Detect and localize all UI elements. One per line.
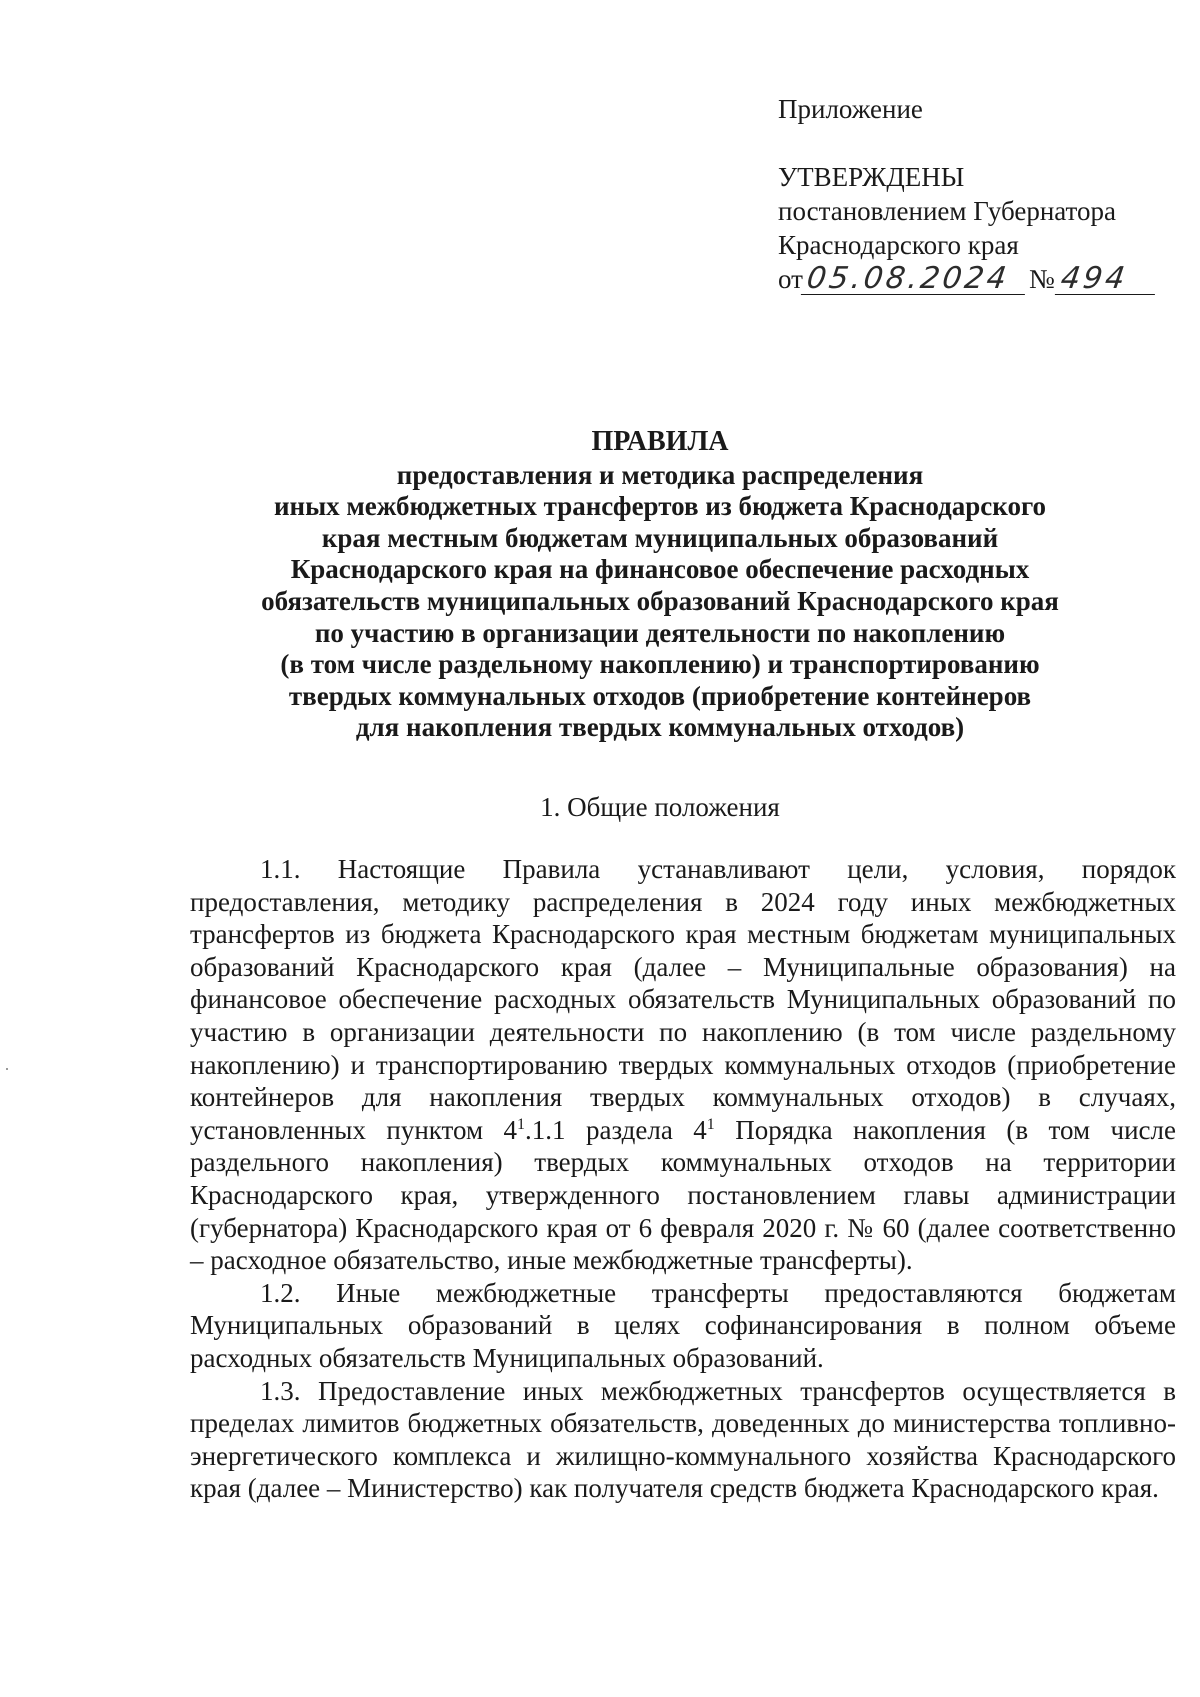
region-label: Краснодарского края [778, 230, 1019, 260]
title-line: (в том числе раздельному накоплению) и транспортированию [280, 649, 1040, 680]
paragraph-1-1-part-b: .1.1 раздела 4 [525, 1114, 707, 1145]
number-sign: № [1028, 264, 1055, 294]
title-line: Краснодарского края на финансовое обеспечение расходных [290, 554, 1030, 585]
scan-speck [6, 1068, 8, 1070]
title-line: твердых коммунальных отходов (приобретение контейнеров [288, 680, 1032, 711]
handwritten-date: 05.08.2024 [801, 264, 1029, 295]
title-line: для накопления твердых коммунальных отходов) [355, 712, 965, 743]
title-line: по участию в организации деятельности по накоплению [314, 617, 1006, 648]
title-main: ПРАВИЛА [591, 426, 729, 457]
title-line: края местным бюджетам муниципальных образований [321, 522, 999, 553]
title-line: обязательств муниципальных образований Краснодарского края [261, 585, 1059, 616]
date-number-line [778, 262, 1158, 296]
superscript: 1 [517, 1115, 526, 1133]
title-line: предоставления и методика распределения [396, 459, 924, 490]
approved-label: УТВЕРЖДЕНЫ [778, 162, 965, 192]
paragraph-1-3: 1.3. Предоставление иных межбюджетных трансфертов осуществляется в пределах лимитов бюджетных обязательств, доведенных до министерства топливно-энергетического комплекса и жилищно-коммунального хозяйства Краснодарского края (далее – Министерство) как получателя средств бюджета Краснодарского края. [190, 1375, 1176, 1504]
title-line: иных межбюджетных трансфертов из бюджета Краснодарского [273, 491, 1047, 522]
superscript: 1 [706, 1115, 715, 1133]
document-body [190, 853, 1176, 1505]
appendix-label: Приложение [778, 94, 923, 124]
paragraph-1-1-part-c: Порядка накопления (в том числе раздельного накопления) твердых коммунальных отходов на территории Краснодарского края, утвержденного постановлением главы администрации (губернатора) Краснодарского края от 6 февраля 2020 г. № 60 (далее соответственно – расходное обязательство, иные межбюджетные трансферты). [190, 1114, 1176, 1276]
approval-spacer [778, 126, 1158, 160]
from-label: от [778, 264, 803, 294]
handwritten-number: 494 [1055, 264, 1159, 295]
document-title [160, 426, 1160, 744]
paragraph-1-2: 1.2. Иные межбюджетные трансферты предоставляются бюджетам Муниципальных образований в целях софинансирования в полном объеме расходных обязательств Муниципальных образований. [190, 1277, 1176, 1373]
section-heading: 1. Общие положения [540, 792, 780, 822]
resolution-label: постановлением Губернатора [778, 196, 1116, 226]
paragraph-1-1-part-a: 1.1. Настоящие Правила устанавливают цели, условия, порядок предоставления, методику распределения в 2024 году иных межбюджетных трансфертов из бюджета Краснодарского края местным бюджетам муниципальных образований Краснодарского края (далее – Муниципальные образования) на финансовое обеспечение расходных обязательств Муниципальных образований по участию в организации деятельности по накоплению (в том числе раздельному накоплению) и транспортированию твердых коммунальных отходов (приобретение контейнеров для накопления твердых коммунальных отходов) в случаях, установленных пунктом 4 [190, 854, 1176, 1145]
approval-block [778, 92, 1158, 296]
paragraph-1-1 [190, 853, 1176, 1277]
